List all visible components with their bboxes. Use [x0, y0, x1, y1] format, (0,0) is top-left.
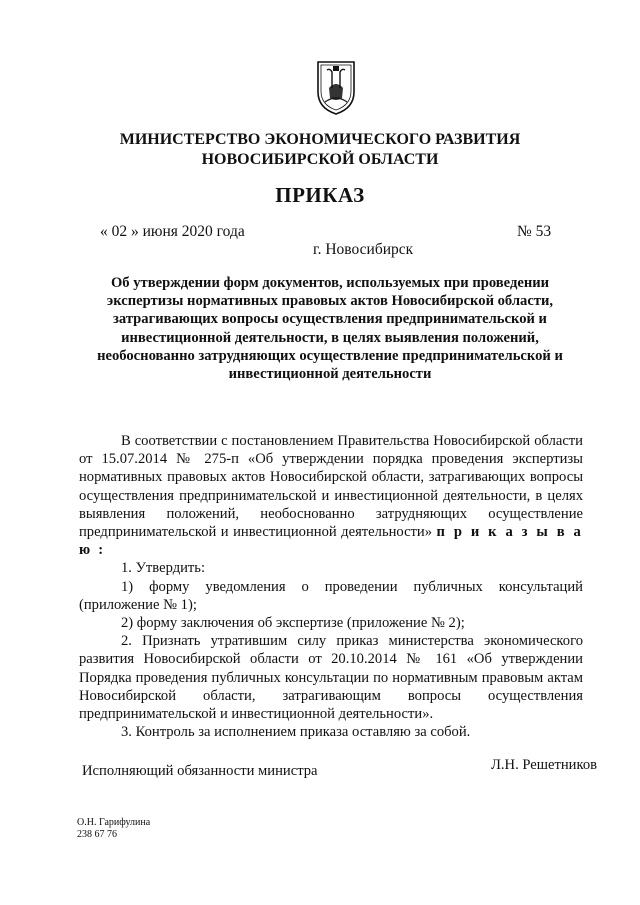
item-1: 1. Утвердить:	[121, 560, 206, 577]
ministry-name-line1: МИНИСТЕРСТВО ЭКОНОМИЧЕСКОГО РАЗВИТИЯ	[119, 131, 521, 148]
document-type-title: ПРИКАЗ	[275, 183, 365, 207]
coat-of-arms-emblem	[314, 58, 358, 116]
order-city: г. Новосибирск	[313, 241, 414, 258]
signatory-name: Л.Н. Решетников	[491, 757, 598, 773]
signatory-position: Исполняющий обязанности министра	[82, 763, 318, 779]
order-word: п р и к а з ы в а ю :	[79, 524, 583, 559]
ministry-heading	[0, 130, 640, 170]
order-number: № 53	[517, 223, 552, 240]
order-body	[79, 432, 583, 741]
item-3: 3. Контроль за исполнением приказа оставляю за собой.	[121, 724, 471, 741]
item-2: 2. Признать утратившим силу приказ министерства экономического развития Новосибирской области от 20.10.2014 № 161 «Об утверждении Порядка проведения публичных консультации по нормативным правовым актам Новосибирской области, затрагивающим вопросы осуществления предпринимательской и инвестиционной деятельности».	[79, 633, 583, 723]
executor-block	[77, 817, 150, 841]
executor-phone: 238 67 76	[77, 829, 117, 840]
order-date: « 02 » июня 2020 года	[100, 223, 245, 240]
preamble-paragraph	[79, 432, 583, 559]
item-1-2: 2) форму заключения об экспертизе (приложение № 2);	[121, 615, 465, 632]
order-subject: Об утверждении форм документов, используемых при проведении экспертизы нормативных правовых актов Новосибирской области, затрагивающих вопросы осуществления предпринимательской и инвестиционной деятельности, в целях выявления положений, необоснованно затрудняющих осуществление предпринимательской и инвестиционной деятельности	[97, 275, 563, 383]
item-1-1: 1) форму уведомления о проведении публичных консультаций (приложение № 1);	[79, 578, 583, 613]
ministry-name-line2: НОВОСИБИРСКОЙ ОБЛАСТИ	[201, 151, 439, 168]
executor-name: О.Н. Гарифулина	[77, 817, 151, 828]
preamble-text: В соответствии с постановлением Правительства Новосибирской области от 15.07.2014 № 275-п «Об утверждении порядка проведения экспертизы нормативных правовых актов Новосибирской области, затрагивающих вопросы осуществления предпринимательской и инвестиционной деятельности, в целях выявления положений, необоснованно затрудняющих осуществление предпринимательской и инвестиционной деятельности»	[79, 433, 583, 541]
